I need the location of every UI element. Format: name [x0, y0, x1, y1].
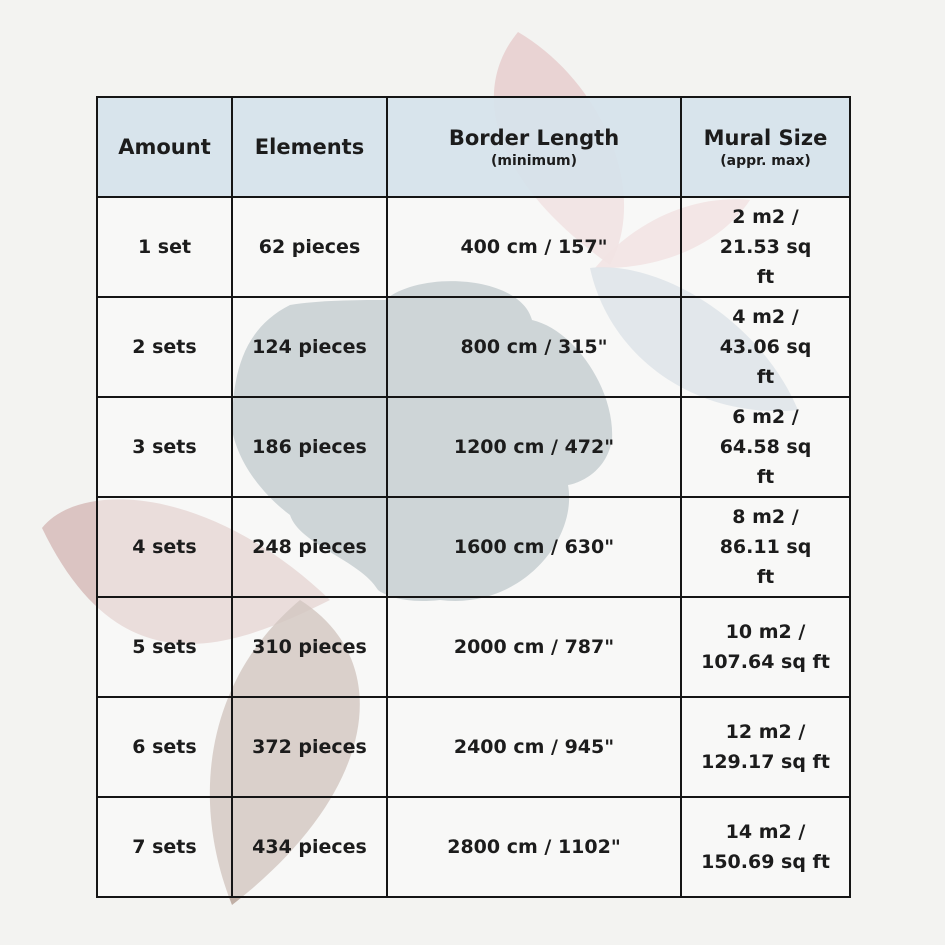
cell-elements: 186 pieces [232, 397, 387, 497]
cell-elements: 434 pieces [232, 797, 387, 897]
cell-border-length: 1200 cm / 472" [387, 397, 681, 497]
cell-mural-size: 10 m2 / 107.64 sq ft [681, 597, 850, 697]
cell-elements: 372 pieces [232, 697, 387, 797]
header-mural-size: Mural Size (appr. max) [681, 97, 850, 197]
header-border-length: Border Length (minimum) [387, 97, 681, 197]
header-elements: Elements [232, 97, 387, 197]
cell-elements: 310 pieces [232, 597, 387, 697]
cell-mural-size: 14 m2 / 150.69 sq ft [681, 797, 850, 897]
cell-amount: 1 set [97, 197, 232, 297]
cell-amount: 3 sets [97, 397, 232, 497]
pricing-table [96, 96, 851, 898]
cell-amount: 7 sets [97, 797, 232, 897]
cell-mural-size: 6 m2 / 64.58 sq ft [681, 397, 850, 497]
cell-border-length: 400 cm / 157" [387, 197, 681, 297]
cell-elements: 124 pieces [232, 297, 387, 397]
cell-amount: 4 sets [97, 497, 232, 597]
table-row [97, 397, 850, 497]
cell-elements: 248 pieces [232, 497, 387, 597]
cell-mural-size: 8 m2 / 86.11 sq ft [681, 497, 850, 597]
table-row [97, 797, 850, 897]
cell-elements: 62 pieces [232, 197, 387, 297]
cell-amount: 5 sets [97, 597, 232, 697]
table-row [97, 497, 850, 597]
cell-border-length: 800 cm / 315" [387, 297, 681, 397]
cell-border-length: 2000 cm / 787" [387, 597, 681, 697]
cell-border-length: 1600 cm / 630" [387, 497, 681, 597]
cell-mural-size: 2 m2 / 21.53 sq ft [681, 197, 850, 297]
cell-amount: 6 sets [97, 697, 232, 797]
cell-amount: 2 sets [97, 297, 232, 397]
header-amount: Amount [97, 97, 232, 197]
cell-mural-size: 4 m2 / 43.06 sq ft [681, 297, 850, 397]
table-row [97, 197, 850, 297]
table-header-row [97, 97, 850, 197]
cell-border-length: 2800 cm / 1102" [387, 797, 681, 897]
cell-mural-size: 12 m2 / 129.17 sq ft [681, 697, 850, 797]
table-row [97, 697, 850, 797]
table-row [97, 297, 850, 397]
table-row [97, 597, 850, 697]
cell-border-length: 2400 cm / 945" [387, 697, 681, 797]
